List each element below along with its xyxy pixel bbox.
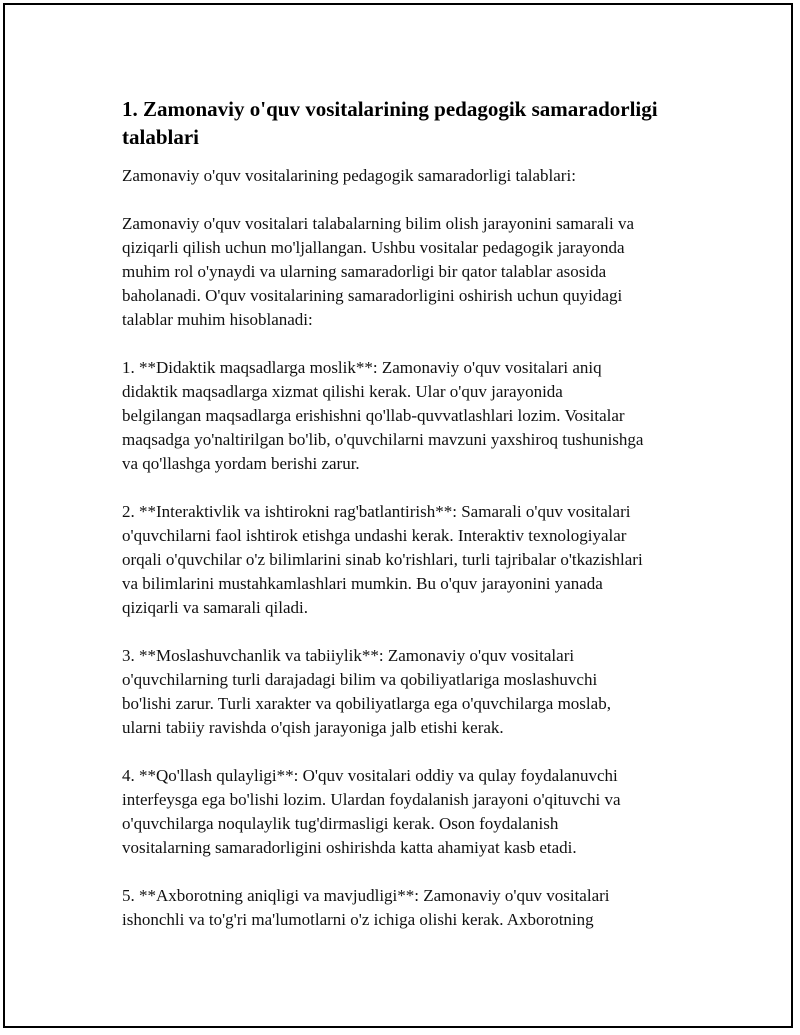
requirement-2-paragraph: 2. **Interaktivlik va ishtirokni rag'batlantirish**: Samarali o'quv vositalari o'quvchilarni faol ishtirok etishga undashi kerak. Interaktiv texnologiyalar orqali o'quvchilar o'z bilimlarini sinab ko'rishlari, turli tajribalar o'tkazishlari va bilimlarini mustahkamlashlari mumkin. Bu o'quv jarayonini yanada qiziqarli va samarali qiladi. <box>122 502 643 617</box>
document-body <box>122 95 702 956</box>
section-heading: 1. Zamonaviy o'quv vositalarining pedagogik samaradorligi talablari <box>122 97 658 149</box>
overview-paragraph: Zamonaviy o'quv vositalari talabalarning bilim olish jarayonini samarali va qiziqarli qilish uchun mo'ljallangan. Ushbu vositalar pedagogik jarayonda muhim rol o'ynaydi va ularning samaradorligi bir qator talablar asosida baholanadi. O'quv vositalarining samaradorligini oshirish uchun quyidagi talablar muhim hisoblanadi: <box>122 214 634 329</box>
page-frame <box>3 3 793 1028</box>
intro-paragraph: Zamonaviy o'quv vositalarining pedagogik samaradorligi talablari: <box>122 166 576 185</box>
requirement-1-paragraph: 1. **Didaktik maqsadlarga moslik**: Zamonaviy o'quv vositalari aniq didaktik maqsadlarga xizmat qilishi kerak. Ular o'quv jarayonida belgilangan maqsadlarga erishishni qo'llab-quvvatlashlari lozim. Vositalar maqsadga yo'naltirilgan bo'lib, o'quvchilarni mavzuni yaxshiroq tushunishga va qo'llashga yordam berishi zarur. <box>122 358 644 473</box>
requirement-4-paragraph: 4. **Qo'llash qulayligi**: O'quv vositalari oddiy va qulay foydalanuvchi interfeysga ega bo'lishi lozim. Ulardan foydalanish jarayoni o'qituvchi va o'quvchilarga noqulaylik tug'dirmasligi kerak. Oson foydalanish vositalarning samaradorligini oshirishda katta ahamiyat kasb etadi. <box>122 766 621 857</box>
requirement-5-paragraph: 5. **Axborotning aniqligi va mavjudligi**: Zamonaviy o'quv vositalari ishonchli va to'g'ri ma'lumotlarni o'z ichiga olishi kerak. Axborotning <box>122 886 610 929</box>
requirement-3-paragraph: 3. **Moslashuvchanlik va tabiiylik**: Zamonaviy o'quv vositalari o'quvchilarning turli darajadagi bilim va qobiliyatlariga moslashuvchi bo'lishi zarur. Turli xarakter va qobiliyatlarga ega o'quvchilarga moslab, ularni tabiiy ravishda o'qish jarayoniga jalb etishi kerak. <box>122 646 611 737</box>
